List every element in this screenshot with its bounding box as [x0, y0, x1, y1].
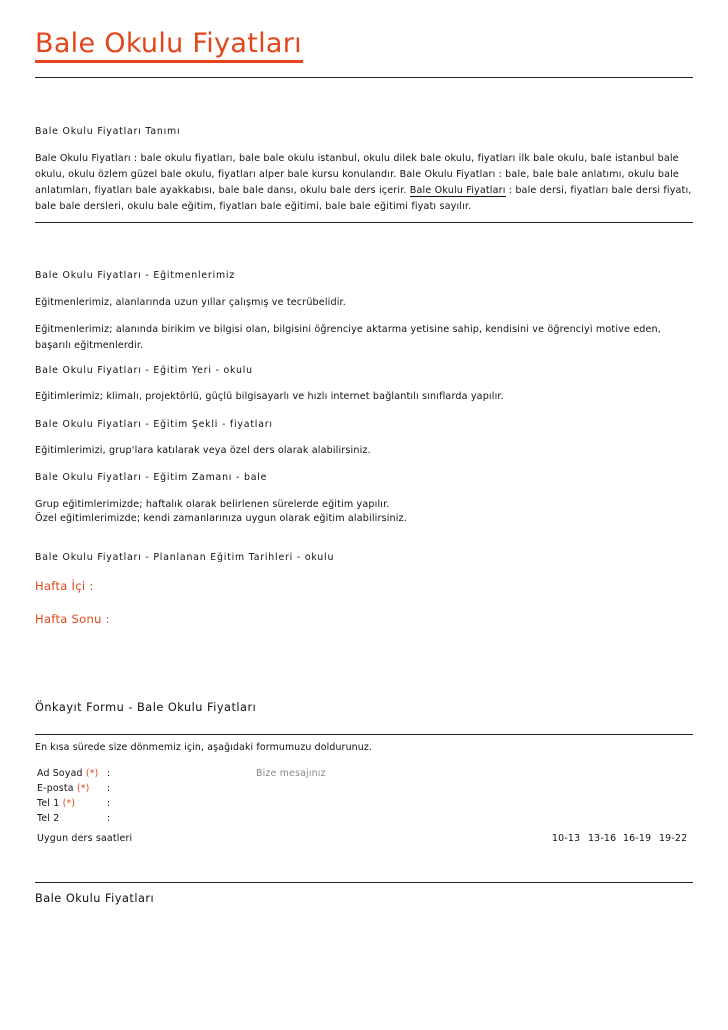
hours-option-4[interactable]: 19-22: [659, 833, 688, 844]
hours-option-2[interactable]: 13-16: [588, 833, 617, 844]
yer-paragraph: Eğitimlerimiz; klimalı, projektörlü, güçlü bilgisayarlı ve hızlı internet bağlantılı sınıflarda yapılır.: [35, 391, 504, 402]
divider: [35, 222, 693, 223]
page-title: Bale Okulu Fiyatları: [35, 28, 302, 59]
field-colon: :: [107, 813, 111, 824]
zaman-line-1: Grup eğitimlerimizde; haftalık olarak belirlenen sürelerde eğitim yapılır.: [35, 499, 390, 510]
message-textarea[interactable]: Bize mesajınız: [256, 768, 326, 779]
sekil-paragraph: Eğitimlerimizi, grup'lara katılarak veya özel ders olarak alabilirsiniz.: [35, 445, 371, 456]
section-heading-egitmen: Bale Okulu Fiyatları - Eğitmenlerimiz: [35, 270, 236, 281]
field-label-tel1: Tel 1 (*): [37, 798, 76, 809]
section-heading-sekil: Bale Okulu Fiyatları - Eğitim Şekli - fiyatları: [35, 419, 273, 430]
required-mark: (*): [62, 798, 76, 809]
tel2-input[interactable]: [115, 811, 245, 825]
egitmen-paragraph-1: Eğitmenlerimiz, alanlarında uzun yıllar çalışmış ve tecrübelidir.: [35, 297, 346, 308]
weekend-label: Hafta Sonu :: [35, 612, 110, 626]
hours-option-1[interactable]: 10-13: [552, 833, 581, 844]
form-intro: En kısa sürede size dönmemiz için, aşağıdaki formumuzu doldurunuz.: [35, 742, 373, 753]
section-heading-yer: Bale Okulu Fiyatları - Eğitim Yeri - okulu: [35, 365, 253, 376]
field-label-name: Ad Soyad (*): [37, 768, 99, 779]
egitmen-paragraph-2: Eğitmenlerimiz; alanında birikim ve bilgisi olan, bilgisini öğrenciye aktarma yetisine sahip, kendisini ve öğrenciyi motive eden, başarılı eğitmenlerdir.: [35, 324, 661, 351]
divider: [35, 77, 693, 78]
name-input[interactable]: [115, 766, 245, 780]
tanim-text-part2: : bale dersi, fiyatları bale dersi fiyatı, bale bale dersleri, okulu bale eğitim, fiyatları bale eğitimi, bale bale eğitimi fiyatı sayılır.: [35, 185, 692, 212]
field-colon: :: [107, 798, 111, 809]
tanim-link[interactable]: Bale Okulu Fiyatları: [409, 185, 506, 196]
required-mark: (*): [85, 768, 99, 779]
section-heading-tanim: Bale Okulu Fiyatları Tanımı: [35, 126, 181, 137]
hours-label: Uygun ders saatleri: [37, 833, 133, 844]
field-colon: :: [107, 783, 111, 794]
email-input[interactable]: [115, 781, 245, 795]
hours-option-3[interactable]: 16-19: [623, 833, 652, 844]
weekday-label: Hafta İçi :: [35, 579, 94, 593]
tanim-paragraph: [35, 151, 695, 215]
title-underline: [35, 60, 303, 63]
form-heading: Önkayıt Formu - Bale Okulu Fiyatları: [35, 701, 257, 714]
tanim-text-part1: Bale Okulu Fiyatları : bale okulu fiyatları, bale bale okulu istanbul, okulu dilek bale okulu, fiyatları ilk bale okulu, bale istanbul bale okulu, okulu özlem güzel bale okulu, fiyatları alper bale kursu konulandır. Bale Okulu Fiyatları : bale, bale bale anlatımı, okulu bale anlatımları, fiyatları bale ayakkabısı, bale bale dansı, okulu bale ders içerir.: [35, 153, 679, 196]
field-colon: :: [107, 768, 111, 779]
field-label-tel2: Tel 2: [37, 813, 60, 824]
required-mark: (*): [76, 783, 90, 794]
zaman-line-2: Özel eğitimlerimizde; kendi zamanlarınıza uygun olarak eğitim alabilirsiniz.: [35, 513, 407, 524]
tel1-input[interactable]: [115, 796, 245, 810]
section-heading-zaman: Bale Okulu Fiyatları - Eğitim Zamanı - bale: [35, 472, 268, 483]
field-label-email: E-posta (*): [37, 783, 90, 794]
divider: [35, 882, 693, 883]
footer-title: Bale Okulu Fiyatları: [35, 892, 155, 905]
divider: [35, 734, 693, 735]
section-heading-tarihler: Bale Okulu Fiyatları - Planlanan Eğitim Tarihleri - okulu: [35, 552, 335, 563]
